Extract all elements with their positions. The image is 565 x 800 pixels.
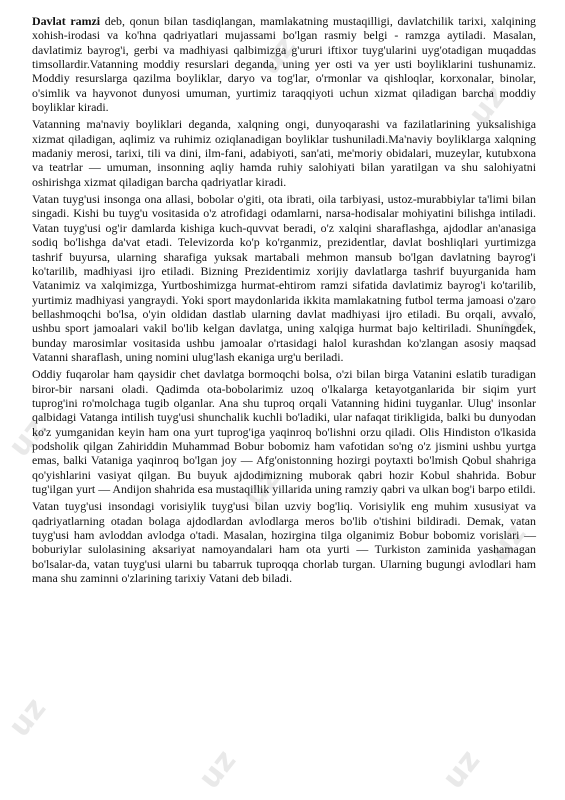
watermark-text: uz (191, 743, 244, 796)
watermark-text: uz (1, 411, 54, 464)
watermark-text: uz (1, 691, 54, 744)
watermark-text: uz (251, 29, 304, 82)
document-body (32, 14, 536, 588)
paragraph-text: Vatanning ma'naviy boyliklari deganda, xalqning ongi, dunyoqarashi va fazilatlarining yuksalishiga xizmat qiladigan, aqlimiz va ruhimiz oziqlanadigan boyliklar tushuniladi.Ma'naviy boyliklarga xalqning madaniy merosi, tarixi, tili va dini, ilm-fani, adabiyoti, san'ati, me'moriy obidalari, muzeylar, kutubxona va teatrlar — umuman, insonning aqliy hamda ruhiy salohiyati bilan yaratilgan va shu salohiyatni oshirishga xizmat qiladigan barcha qadriyatlar kiradi. (32, 117, 536, 189)
paragraph-text: Vatan tuyg'usi insondagi vorisiylik tuyg'usi bilan uzviy bog'liq. Vorisiylik eng muhim xususiyat va qadriyatlarning otadan bolaga ajdodlardan avlodlarga meros bo'lib o'tishini bildiradi. Demak, vatan tuyg'usi ham avloddan avlodga o'tadi. Masalan, hozirgina tilga olganimiz Bobur bobomiz vorislari — boburiylar sulolasining aksariyat namoyandalari ham ota yurti — Turkiston zaminida yashamagan bo'lsalar-da, vatan tuyg'usi ularni bu tabarruk tuproqqa chorlab turgan. Ularning bugungi avlodlari ham mana shu zaminni o'zlarining tarixiy Vatani deb biladi. (32, 499, 536, 586)
paragraph-succession (32, 499, 536, 585)
paragraph-spiritual-wealth (32, 117, 536, 189)
watermark-text: uz (461, 79, 514, 132)
paragraph-text: deb, qonun bilan tasdiqlangan, mamlakatning mustaqilligi, davlatchilik tarixi, xalqining xohish-irodasi va ko'hna qadriyatlari mujassami bo'lgan rasmiy belgi - ramzga aytiladi. Masalan, davlatimiz bayrog'i, gerbi va madhiyasi qalbimizga g'ururi iftixor tuyg'ularini uyg'otadigan muqaddas timsollardir.Vatanning moddiy resurslari deganda, uning yer osti va yer usti boyliklarini tushunamiz. Moddiy resurslarga qazilma boyliklar, daryo va tog'lar, o'rmonlar va qishloqlar, korxonalar, binolar, o'simlik va hayvonot dunyosi umuman, yurtimiz taraqqiyoti uchun xizmat qiladigan barcha moddiy boyliklar kiradi. (32, 14, 536, 115)
paragraph-text: Oddiy fuqarolar ham qaysidir chet davlatga bormoqchi bolsa, o'zi bilan birga Vatanini eslatib turadigan biror-bir narsani oladi. Qadimda ota-bobolarimiz uzoq o'lkalarga ketayotganlarida bir siqim yurt tuprog'ini ro'molchaga tugib olganlar. Ana shu tuproq orqali Vatanning hidini tuyganlar. Ulug' insonlar qalbidagi Vatanga intilish tuyg'usi shunchalik kuchli bo'ladiki, ular nafaqat tirikligida, balki bu dunyodan ko'z yumganidan keyin ham ona yurt tuprog'iga yaqinroq bo'lishni orzu qiladi. Olis Hindiston o'lkasida podsholik qilgan Zahiriddin Muhammad Bobur bobomiz ham vafotidan so'ng o'z jismini ushbu yurtga emas, balki Vataniga yaqinroq bo'lgan joy — Afg'onistonning hozirgi poytaxti bo'lmish Qobul shahriga qo'yishlarini vasiyat qilgan. Bu buyuk ajdodimizning muborak qabri hozir Kobul shahrida. Bobur tug'ilgan yurt — Andijon shahrida esa mustaqillik yillarida uning ramziy qabri va ulkan bog'i barpo etildi. (32, 367, 536, 496)
paragraph-text: Vatan tuyg'usi insonga ona allasi, bobolar o'giti, ota ibrati, oila tarbiyasi, ustoz-murabbiylar ta'limi bilan singadi. Kishi bu tuyg'u vositasida o'z atrofidagi odamlarni, narsa-hodisalar mohiyatini bilishga intiladi. Vatan tuyg'usi og'ir damlarda kishiga kuch-quvvat beradi, o'z xalqini sharaflashga, ajdodlar an'anasiga sodiq bo'lishga da'vat etadi. Televizorda ko'p ko'rganmiz, prezidentlar, davlat boshliqlari yurtimizga tashrif buyursa, ularning sharafiga yuksak martabali mehmon mansub bo'lgan davlatning bayrog'i ko'tarilib, madhiyasi ijro etiladi. Bizning Prezidentimiz xorijiy davlatlarga tashrif buyurganida ham Vatanimiz va xalqimizga, Yurtboshimizga hurmat-ehtirom ramzi sifatida davlatimiz bayrog'i ko'tarilib, yurtimiz madhiyasi yangraydi. Yoki sport maydonlarida ikkita mamlakatning futbol terma jamoasi o'zaro bellashmoqchi bo'lsa, o'yin oldidan dastlab ularning davlat madhiyasi ijro etiladi. Bu orqali, avvalo, ushbu sport jamoalari vakil bo'lib kelgan davlatga, uning xalqiga hurmat bajo keltiriladi. Shuningdek, bunday marosimlar vositasida ushbu jamoalar o'rtasidagi halol kurashdan ko'zlangan asosiy maqsad Vatanni sharaflash, uning nomini ulug'lash ekaniga urg'u beriladi. (32, 192, 536, 364)
watermark-text: uz (435, 743, 488, 796)
paragraph-state-symbol (32, 14, 536, 114)
paragraph-homeland-feeling (32, 192, 536, 364)
watermark-text: uz (491, 289, 544, 342)
watermark-text: uz (481, 516, 534, 569)
watermark-text: uz (235, 461, 288, 514)
term-davlat-ramzi: Davlat ramzi (32, 14, 101, 28)
paragraph-citizens-abroad (32, 367, 536, 496)
